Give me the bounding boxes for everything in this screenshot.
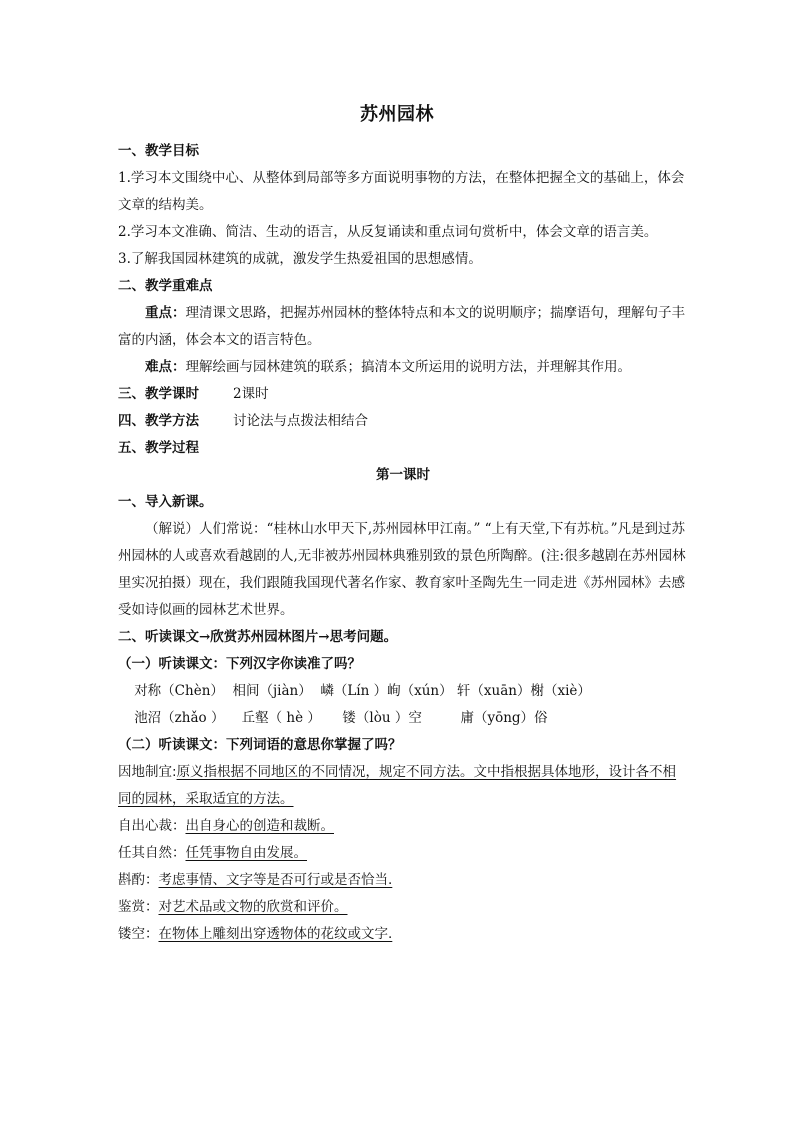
part1-heading: 一、导入新课。: [118, 494, 213, 510]
vocab-term: 斟酌：: [118, 872, 159, 888]
pinyin-item: 嶙（Lín ）峋（xún）: [320, 683, 453, 699]
vocab-definition: 出自身心的创造和裁断。: [185, 818, 334, 834]
part2-sub2: （二）听读课文：下列词语的意思你掌握了吗？: [118, 737, 402, 753]
section-hours: [118, 381, 688, 408]
section-method: [118, 408, 688, 435]
vocab-definition: 任凭事物自由发展。: [185, 845, 307, 861]
vocab-definition: 原义指根据不同地区的不同情况，规定不同方法。文中指根据具体地形，设计各不相同的园林，采取适宜的方法。: [118, 764, 677, 807]
vocab-term: 鉴赏：: [118, 899, 159, 915]
pinyin-row-1: [118, 678, 688, 705]
method-value: 讨论法与点拨法相结合: [233, 413, 368, 429]
page-title: 苏州园林: [360, 104, 434, 125]
lesson-title: 第一课时: [376, 467, 430, 483]
pinyin-row-2: [118, 705, 688, 732]
pinyin-item: 镂（lòu ）空: [342, 710, 422, 726]
section-heading-process: 五、教学过程: [118, 440, 199, 456]
vocab-term: 镂空：: [118, 926, 159, 942]
pinyin-item: 庸（yōng）俗: [460, 710, 548, 726]
hours-value: 2课时: [233, 386, 269, 402]
pinyin-item: 轩（xuān）榭（xiè）: [456, 683, 591, 699]
section-heading-method: 四、教学方法: [118, 413, 199, 429]
vocab-term: 自出心裁：: [118, 818, 186, 834]
key-point-text: 理清课文思路，把握苏州园林的整体特点和本文的说明顺序；揣摩语句，理解句子丰富的内涵，体会本文的语言特色。: [118, 305, 685, 348]
pinyin-item: 丘壑（ hè ）: [241, 710, 321, 726]
pinyin-item: 相间（jiàn）: [232, 683, 312, 699]
vocab-item: [118, 921, 688, 948]
vocab-definition: 对艺术品或文物的欣赏和评价。: [158, 899, 348, 915]
difficult-point-paragraph: [118, 354, 688, 381]
vocab-item: [118, 759, 688, 813]
vocab-item: [118, 840, 688, 867]
vocab-definition: 在物体上雕刻出穿透物体的花纹或文字.: [158, 926, 393, 942]
vocab-term: 任其自然：: [118, 845, 186, 861]
goal-item-1: 1.学习本文围绕中心、从整体到局部等多方面说明事物的方法，在整体把握全文的基础上，体会文章的结构美。: [118, 170, 685, 213]
section-heading-key-points: 二、教学重难点: [118, 278, 213, 294]
vocab-item: [118, 813, 688, 840]
difficult-point-text: 理解绘画与园林建筑的联系；搞清本文所运用的说明方法，并理解其作用。: [185, 359, 631, 375]
goal-item-2: 2.学习本文准确、简洁、生动的语言，从反复诵读和重点词句赏析中，体会文章的语言美。: [118, 224, 658, 240]
pinyin-item: 池沼（zhǎo ）: [134, 710, 225, 726]
key-point-label: 重点：: [145, 305, 186, 321]
vocab-term: 因地制宜:: [118, 764, 177, 780]
part1-intro-paragraph: （解说）人们常说：“桂林山水甲天下,苏州园林甲江南。” “上有天堂,下有苏杭。”凡是到过苏州园林的人或喜欢看越剧的人,无非被苏州园林典雅别致的景色所陶醉。(注:很多越剧在苏州园林里实况拍摄）现在，我们跟随我国现代著名作家、教育家叶圣陶先生一同走进《苏州园林》去感受如诗似画的园林艺术世界。: [118, 521, 686, 618]
vocab-item: [118, 867, 688, 894]
part2-heading: 二、听读课文→欣赏苏州园林图片→思考问题。: [118, 629, 398, 645]
part2-sub1: （一）听读课文：下列汉字你读准了吗？: [118, 656, 361, 672]
pinyin-item: 对称（Chèn）: [134, 683, 224, 699]
vocab-item: [118, 894, 688, 921]
vocab-definition: 考虑事情、文字等是否可行或是否恰当.: [158, 872, 393, 888]
section-heading-hours: 三、教学课时: [118, 386, 199, 402]
goal-item-3: 3.了解我国园林建筑的成就，激发学生热爱祖国的思想感情。: [118, 251, 482, 267]
difficult-point-label: 难点：: [145, 359, 186, 375]
section-heading-goals: 一、教学目标: [118, 143, 199, 159]
key-point-paragraph: [118, 300, 688, 354]
document-body: [118, 138, 688, 948]
